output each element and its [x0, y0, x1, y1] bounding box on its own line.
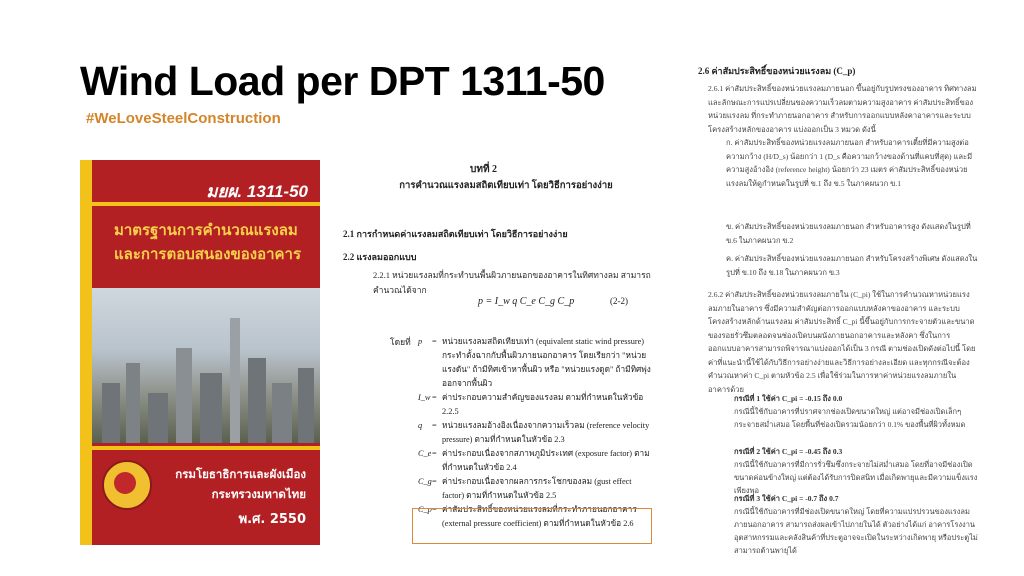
item-c-text: ค. ค่าสัมประสิทธิ์ของหน่วยแรงลมภายนอก สำหรับโครงสร้างพิเศษ ดังแสดงในรูปที่ ข.10 ถึง ข.18 ในภาคผนวก ข.3 — [726, 254, 978, 277]
definition-item: p = หน่วยแรงลมสถิตเทียบเท่า (equivalent static wind pressure) กระทำตั้งฉากกับพื้นผิวภายนอกอาคาร โดยเรียกว่า "หน่วยแรงดัน" ถ้ามีทิศเข้าหาพื้นผิว หรือ "หน่วยแรงดูด" ถ้ามีทิศพุ่งออกจากพื้นผิว — [418, 337, 651, 388]
section-2-6-1-text: 2.6.1 ค่าสัมประสิทธิ์ของหน่วยแรงลมภายนอก ขึ้นอยู่กับรูปทรงของอาคาร ทิศทางลม และลักษณะการแปรเปลี่ยนของความเร็วลมตามความสูงอาคาร ค่าสัมประสิทธิ์ของหน่วยแรงลม ที่กระทำภายนอกอาคาร สำหรับการออกแบบหลังคาอาคารและระบบโครงสร้างหลักของอาคาร แบ่งออกเป็น 3 หมวด ดังนี้ — [708, 84, 977, 134]
case-3-body: กรณีนี้ใช้กับอาคารที่มีช่องเปิดขนาดใหญ่ โดยที่ความแปรปรวนของแรงลมภายนอกอาคาร สามารถส่งผลเข้าไปภายในได้ ตัวอย่างได้แก่ อาคารโรงงานอุตสาหกรรมและคลังสินค้าที่ประตูอาจจะเปิดในระหว่างเกิดพายุ หรือประตูไม่สามารถต้านพายุได้ — [734, 507, 978, 555]
definition-list — [418, 335, 654, 531]
chapter-title: การคำนวณแรงลมสถิตเทียบเท่า โดยวิธีการอย่างง่าย — [399, 181, 613, 191]
section-2-2-heading: 2.2 แรงลมออกแบบ — [343, 252, 417, 262]
cover-year: พ.ศ. 2550 — [238, 512, 306, 527]
definition-item-highlighted: C_p = ค่าสัมประสิทธิ์ของหน่วยแรงลมที่กระทำภายนอกอาคาร (external pressure coefficient) ตามที่กำหนดในหัวข้อ 2.6 — [418, 505, 637, 528]
cover-dept-line1: กรมโยธาธิการและผังเมือง — [175, 467, 306, 481]
equation-number: (2-2) — [610, 296, 628, 306]
chapter-label: บทที่ 2 — [470, 164, 498, 175]
slide-title: Wind Load per DPT 1311-50 — [80, 58, 605, 104]
case-1-body: กรณีนี้ใช้กับอาคารที่ปราศจากช่องเปิดขนาดใหญ่ แต่อาจมีช่องเปิดเล็กๆกระจายสม่ำเสมอ โดยพื้นที่ช่องเปิดรวมน้อยกว่า 0.1% ของพื้นที่ผิวทั้งหมด — [734, 407, 966, 429]
cover-code: มยผ. 1311-50 — [206, 182, 308, 201]
section-2-6-heading: 2.6 ค่าสัมประสิทธิ์ของหน่วยแรงลม (C_p) — [698, 66, 856, 76]
case-3 — [734, 492, 979, 557]
cover-divider-2 — [92, 446, 320, 450]
definition-item: C_e = ค่าประกอบเนื่องจากสภาพภูมิประเทศ (exposure factor) ตามที่กำหนดในหัวข้อ 2.4 — [418, 449, 650, 472]
cover-dept-line2: กระทรวงมหาดไทย — [211, 487, 306, 501]
hashtag: #WeLoveSteelConstruction — [86, 110, 281, 127]
where-label: โดยที่ — [390, 337, 411, 347]
cover-divider — [92, 202, 320, 206]
wind-pressure-equation: p = I_w q C_e C_g C_p — [478, 296, 575, 307]
case-2-title: กรณีที่ 2 ใช้ค่า C_pi = -0.45 ถึง 0.3 — [734, 447, 843, 456]
cover-title-line2: และการตอบสนองของอาคาร — [114, 245, 302, 263]
definition-item: q = หน่วยแรงลมอ้างอิงเนื่องจากความเร็วลม (reference velocity pressure) ตามที่กำหนดในหัวข้อ 2.3 — [418, 421, 650, 444]
case-2 — [734, 445, 979, 497]
section-2-2-1-text: 2.2.1 หน่วยแรงลมที่กระทำบนพื้นผิวภายนอกของอาคารในทิศทางลม สามารถคำนวณได้จาก — [373, 270, 651, 295]
definition-item: I_w = ค่าประกอบความสำคัญของแรงลม ตามที่กำหนดในหัวข้อ 2.2.5 — [418, 393, 644, 416]
ministry-seal-icon — [102, 460, 152, 510]
definition-item: C_g = ค่าประกอบเนื่องจากผลการกระโชกของลม (gust effect factor) ตามที่กำหนดในหัวข้อ 2.5 — [418, 477, 632, 500]
case-1-title: กรณีที่ 1 ใช้ค่า C_pi = -0.15 ถึง 0.0 — [734, 394, 843, 403]
case-2-body: กรณีนี้ใช้กับอาคารที่มีการรั่วซึมซึ่งกระจายไม่สม่ำเสมอ โดยที่อาจมีช่องเปิดขนาดค่อนข้างใหญ่ แต่ต้องได้รับการปิดสนิท เมื่อเกิดพายุและมีความแข็งแรงเพียงพอ — [734, 460, 978, 495]
item-b-text: ข. ค่าสัมประสิทธิ์ของหน่วยแรงลมภายนอก สำหรับอาคารสูง ดังแสดงในรูปที่ ข.6 ในภาคผนวก ข.2 — [726, 222, 971, 245]
item-a-text: ก. ค่าสัมประสิทธิ์ของหน่วยแรงลมภายนอก สำหรับอาคารเตี้ยที่มีความสูงต่อความกว้าง (H/D_s) น้อยกว่า 1 (D_s คือความกว้างของด้านที่แคบที่สุด) และมีความสูงอ้างอิง (reference height) น้อยกว่า 23 เมตร ค่าสัมประสิทธิ์ของหน่วยแรงลมให้ดูกำหนดในรูปที่ ข.1 ถึง ข.5 ในภาคผนวก ข.1 — [726, 138, 973, 188]
case-1 — [734, 392, 979, 431]
cover-city-photo — [92, 288, 320, 443]
section-2-6-2-text: 2.6.2 ค่าสัมประสิทธิ์ของหน่วยแรงลมภายใน (C_pi) ใช้ในการคำนวณหาหน่วยแรงลมภายในอาคาร ซึ่งมีความสำคัญต่อการออกแบบหลังคาของอาคาร และระบบโครงสร้างหลักด้านแรงลม ค่าสัมประสิทธิ์ C_pi นี้ขึ้นอยู่กับการกระจายตัวและขนาดของรอยรั่วซึมตลอดจนช่องเปิดบนผนังภายนอกอาคารและหลังคา ซึ่งในการออกแบบอาคารสามารถพิจารณาแบ่งออกได้เป็น 3 กรณี ตามช่องเปิดดังต่อไปนี้ โดยค่าที่แนะนำนี้ใช้ได้กับวิธีการอย่างง่ายและวิธีการอย่างละเอียด และทุกกรณีจะต้องคำนวณหาค่า C_pi ตามหัวข้อ 2.5 เพื่อใช้ร่วมในการหาค่าหน่วยแรงลมภายในอาคารด้วย — [708, 290, 976, 394]
book-cover — [80, 160, 320, 545]
section-2-1-heading: 2.1 การกำหนดค่าแรงลมสถิตเทียบเท่า โดยวิธีการอย่างง่าย — [343, 229, 568, 239]
highlight-box — [412, 508, 652, 544]
cover-title-line1: มาตรฐานการคำนวณแรงลม — [114, 221, 298, 239]
case-3-title: กรณีที่ 3 ใช้ค่า C_pi = -0.7 ถึง 0.7 — [734, 494, 839, 503]
cover-yellow-band — [80, 160, 92, 545]
